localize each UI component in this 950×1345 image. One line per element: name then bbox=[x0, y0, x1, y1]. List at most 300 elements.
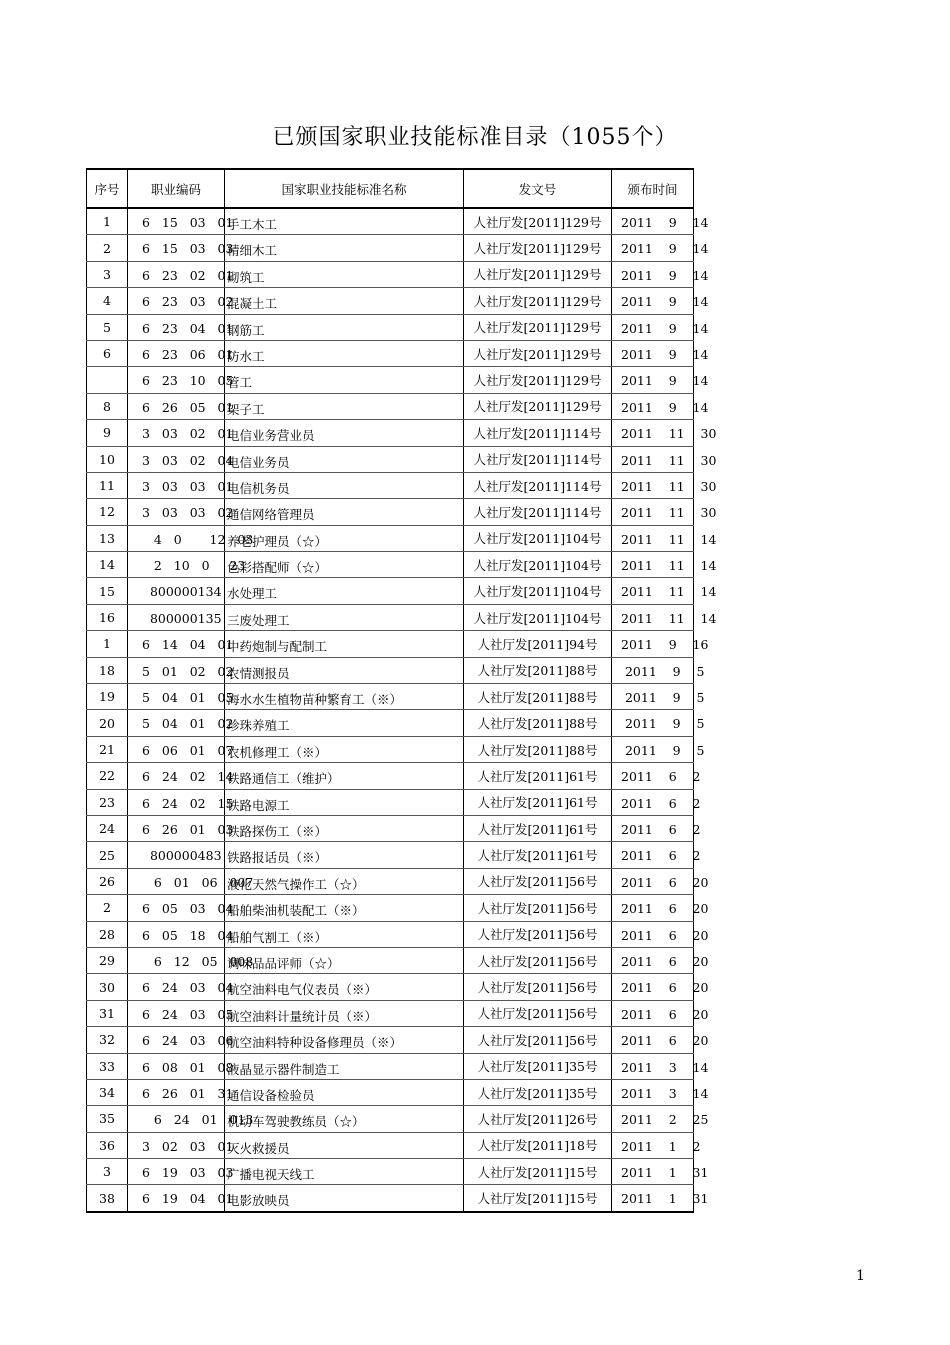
row-occupation-code: 6 24 02 15 bbox=[142, 795, 234, 811]
row-document-number: 人社厅发[2011]56号 bbox=[464, 921, 612, 947]
row-seq: 18 bbox=[87, 657, 128, 683]
table-row bbox=[87, 472, 694, 498]
row-occupation-code-cell bbox=[128, 314, 234, 340]
row-issue-date-cell bbox=[612, 420, 717, 446]
row-standard-name-cell bbox=[225, 868, 464, 894]
row-seq: 31 bbox=[87, 1000, 128, 1026]
row-occupation-code-cell bbox=[128, 1000, 234, 1026]
row-document-number: 人社厅发[2011]88号 bbox=[464, 684, 612, 710]
row-document-number: 人社厅发[2011]104号 bbox=[464, 604, 612, 630]
row-document-number: 人社厅发[2011]88号 bbox=[464, 657, 612, 683]
row-standard-name: 铁路通信工（维护） bbox=[227, 771, 340, 787]
row-standard-name-cell bbox=[225, 736, 464, 762]
row-occupation-code: 6 15 03 03 bbox=[142, 241, 234, 257]
row-occupation-code-cell bbox=[128, 684, 234, 710]
row-seq: 28 bbox=[87, 921, 128, 947]
table-row bbox=[87, 684, 694, 710]
table-row bbox=[87, 631, 694, 657]
row-seq: 25 bbox=[87, 842, 128, 868]
row-standard-name-cell bbox=[225, 763, 464, 789]
row-issue-date-cell bbox=[612, 1053, 709, 1079]
row-standard-name: 手工木工 bbox=[227, 217, 278, 232]
row-issue-date: 2011 11 30 bbox=[621, 505, 717, 521]
row-seq: 16 bbox=[87, 604, 128, 630]
row-issue-date: 2011 6 20 bbox=[621, 953, 709, 969]
row-standard-name-cell bbox=[225, 710, 464, 736]
row-issue-date: 2011 9 5 bbox=[621, 663, 705, 679]
row-standard-name-cell bbox=[225, 420, 464, 446]
row-standard-name: 精细木工 bbox=[227, 243, 278, 259]
row-document-number: 人社厅发[2011]61号 bbox=[464, 815, 612, 841]
row-seq: 35 bbox=[87, 1106, 128, 1132]
row-occupation-code-cell bbox=[128, 208, 234, 235]
table-row bbox=[87, 1000, 694, 1026]
row-seq: 9 bbox=[87, 420, 128, 446]
row-standard-name-cell bbox=[225, 947, 464, 973]
row-standard-name: 船舶柴油机装配工（※） bbox=[227, 903, 365, 919]
row-occupation-code: 6 26 01 03 bbox=[142, 821, 234, 837]
row-issue-date-cell bbox=[612, 340, 709, 366]
row-issue-date: 2011 11 30 bbox=[621, 478, 717, 494]
row-standard-name: 液晶显示器件制造工 bbox=[227, 1061, 340, 1077]
row-standard-name: 电信业务营业员 bbox=[227, 428, 315, 444]
row-document-number: 人社厅发[2011]61号 bbox=[464, 842, 612, 868]
row-seq: 2 bbox=[87, 895, 128, 921]
table-row bbox=[87, 789, 694, 815]
row-occupation-code-cell bbox=[128, 815, 234, 841]
row-occupation-code: 800000135 bbox=[142, 610, 222, 626]
table-row bbox=[87, 736, 694, 762]
row-issue-date-cell bbox=[612, 815, 701, 841]
row-standard-name: 广播电视天线工 bbox=[227, 1167, 315, 1183]
table-row bbox=[87, 235, 694, 261]
row-occupation-code-cell bbox=[128, 261, 234, 287]
row-issue-date-cell bbox=[612, 1106, 709, 1132]
row-standard-name-cell bbox=[225, 974, 464, 1000]
row-standard-name: 航空油料特种设备修理员（※） bbox=[227, 1035, 403, 1051]
row-document-number: 人社厅发[2011]61号 bbox=[464, 763, 612, 789]
table-row bbox=[87, 657, 694, 683]
row-standard-name: 通信网络管理员 bbox=[227, 507, 315, 523]
row-occupation-code: 5 01 02 02 bbox=[142, 663, 234, 679]
row-issue-date: 2011 9 14 bbox=[621, 267, 709, 283]
row-document-number: 人社厅发[2011]114号 bbox=[464, 499, 612, 525]
table-row bbox=[87, 314, 694, 340]
row-seq: 36 bbox=[87, 1132, 128, 1158]
table-row bbox=[87, 578, 694, 604]
row-document-number: 人社厅发[2011]56号 bbox=[464, 1027, 612, 1053]
row-occupation-code-cell bbox=[128, 631, 234, 657]
row-standard-name: 通信设备检验员 bbox=[227, 1087, 315, 1103]
row-standard-name: 中药炮制与配制工 bbox=[227, 639, 328, 655]
row-standard-name-cell bbox=[225, 657, 464, 683]
row-issue-date-cell bbox=[612, 288, 709, 314]
row-seq: 2 bbox=[87, 235, 128, 261]
row-standard-name: 防水工 bbox=[227, 348, 265, 364]
row-seq: 10 bbox=[87, 446, 128, 472]
row-occupation-code-cell bbox=[128, 974, 234, 1000]
row-issue-date-cell bbox=[612, 552, 717, 578]
row-issue-date-cell bbox=[612, 235, 709, 261]
row-issue-date-cell bbox=[612, 684, 705, 710]
row-occupation-code: 2 10 0 23 bbox=[142, 558, 246, 574]
row-occupation-code: 3 03 03 01 bbox=[142, 478, 234, 494]
row-occupation-code: 3 03 02 04 bbox=[142, 452, 234, 468]
row-document-number: 人社厅发[2011]94号 bbox=[464, 631, 612, 657]
row-issue-date-cell bbox=[612, 525, 717, 551]
row-occupation-code: 6 23 03 02 bbox=[142, 294, 234, 310]
table-row bbox=[87, 499, 694, 525]
row-standard-name-cell bbox=[225, 1027, 464, 1053]
row-issue-date: 2011 1 31 bbox=[621, 1191, 709, 1207]
row-occupation-code: 6 24 03 05 bbox=[142, 1006, 234, 1022]
row-standard-name-cell bbox=[225, 314, 464, 340]
row-document-number: 人社厅发[2011]56号 bbox=[464, 868, 612, 894]
table-row bbox=[87, 446, 694, 472]
table-row bbox=[87, 895, 694, 921]
table-row bbox=[87, 868, 694, 894]
row-issue-date: 2011 6 20 bbox=[621, 1006, 709, 1022]
table-row bbox=[87, 815, 694, 841]
table-row bbox=[87, 604, 694, 630]
row-standard-name: 灭火救援员 bbox=[227, 1140, 290, 1156]
row-standard-name: 航空油料计量统计员（※） bbox=[227, 1008, 378, 1024]
row-issue-date-cell bbox=[612, 1000, 709, 1026]
row-standard-name-cell bbox=[225, 525, 464, 551]
row-issue-date: 2011 9 14 bbox=[621, 399, 709, 415]
row-issue-date: 2011 3 14 bbox=[621, 1059, 709, 1075]
row-standard-name-cell bbox=[225, 367, 464, 393]
row-issue-date-cell bbox=[612, 499, 717, 525]
row-standard-name-cell bbox=[225, 895, 464, 921]
row-seq: 1 bbox=[87, 208, 128, 235]
row-standard-name-cell bbox=[225, 1159, 464, 1185]
table-row bbox=[87, 1132, 694, 1158]
row-issue-date: 2011 9 14 bbox=[621, 215, 709, 230]
header-date: 颁布时间 bbox=[612, 169, 694, 208]
row-seq: 21 bbox=[87, 736, 128, 762]
row-occupation-code-cell bbox=[128, 367, 234, 393]
row-issue-date-cell bbox=[612, 1159, 709, 1185]
page-number: 1 bbox=[856, 1268, 865, 1284]
row-occupation-code-cell bbox=[128, 420, 234, 446]
row-issue-date-cell bbox=[612, 1079, 709, 1105]
table-row bbox=[87, 208, 694, 235]
row-occupation-code-cell bbox=[128, 604, 225, 630]
row-issue-date: 2011 11 30 bbox=[621, 452, 717, 468]
row-issue-date: 2011 9 14 bbox=[621, 346, 709, 362]
row-issue-date-cell bbox=[612, 763, 701, 789]
row-standard-name-cell bbox=[225, 340, 464, 366]
row-standard-name-cell bbox=[225, 1106, 464, 1132]
row-issue-date: 2011 9 14 bbox=[621, 241, 709, 257]
row-standard-name-cell bbox=[225, 446, 464, 472]
table-header-row bbox=[87, 169, 694, 208]
row-occupation-code: 3 02 03 01 bbox=[142, 1138, 234, 1154]
row-occupation-code: 6 24 03 04 bbox=[142, 980, 234, 996]
table-row bbox=[87, 525, 694, 551]
row-standard-name: 架子工 bbox=[227, 401, 265, 417]
row-occupation-code-cell bbox=[128, 710, 234, 736]
row-occupation-code-cell bbox=[128, 1106, 254, 1132]
row-document-number: 人社厅发[2011]15号 bbox=[464, 1159, 612, 1185]
row-document-number: 人社厅发[2011]114号 bbox=[464, 472, 612, 498]
row-occupation-code-cell bbox=[128, 1132, 234, 1158]
row-issue-date: 2011 11 14 bbox=[621, 531, 717, 547]
row-issue-date: 2011 6 20 bbox=[621, 901, 709, 917]
row-issue-date: 2011 11 14 bbox=[621, 610, 717, 626]
table-row bbox=[87, 974, 694, 1000]
row-document-number: 人社厅发[2011]129号 bbox=[464, 393, 612, 419]
row-issue-date: 2011 3 14 bbox=[621, 1085, 709, 1101]
row-seq: 5 bbox=[87, 314, 128, 340]
row-issue-date: 2011 1 2 bbox=[621, 1138, 701, 1154]
row-document-number: 人社厅发[2011]88号 bbox=[464, 710, 612, 736]
row-issue-date-cell bbox=[612, 895, 709, 921]
row-document-number: 人社厅发[2011]129号 bbox=[464, 340, 612, 366]
row-occupation-code-cell bbox=[128, 789, 234, 815]
row-occupation-code-cell bbox=[128, 763, 234, 789]
row-occupation-code-cell bbox=[128, 340, 234, 366]
row-standard-name: 养老护理员（☆） bbox=[227, 533, 328, 549]
row-occupation-code-cell bbox=[128, 947, 254, 973]
row-issue-date: 2011 9 16 bbox=[621, 637, 709, 653]
table-row bbox=[87, 340, 694, 366]
row-seq: 20 bbox=[87, 710, 128, 736]
row-standard-name: 铁路电源工 bbox=[227, 797, 290, 813]
row-occupation-code: 6 12 05 008 bbox=[142, 953, 254, 969]
row-standard-name-cell bbox=[225, 815, 464, 841]
row-occupation-code-cell bbox=[128, 446, 234, 472]
row-occupation-code: 6 08 01 08 bbox=[142, 1059, 234, 1075]
row-issue-date: 2011 6 2 bbox=[621, 821, 701, 837]
row-standard-name: 电信业务员 bbox=[227, 454, 290, 470]
table-row bbox=[87, 921, 694, 947]
row-issue-date-cell bbox=[612, 261, 709, 287]
row-standard-name: 航空油料电气仪表员（※） bbox=[227, 982, 378, 998]
row-document-number: 人社厅发[2011]88号 bbox=[464, 736, 612, 762]
row-document-number: 人社厅发[2011]129号 bbox=[464, 235, 612, 261]
row-document-number: 人社厅发[2011]114号 bbox=[464, 420, 612, 446]
row-seq: 38 bbox=[87, 1185, 128, 1212]
row-issue-date: 2011 9 5 bbox=[621, 716, 705, 732]
row-issue-date: 2011 6 2 bbox=[621, 848, 701, 864]
row-occupation-code: 800000483 bbox=[142, 848, 222, 864]
row-document-number: 人社厅发[2011]129号 bbox=[464, 208, 612, 235]
table-row bbox=[87, 1053, 694, 1079]
row-document-number: 人社厅发[2011]56号 bbox=[464, 974, 612, 1000]
row-standard-name-cell bbox=[225, 1053, 464, 1079]
row-document-number: 人社厅发[2011]56号 bbox=[464, 947, 612, 973]
row-document-number: 人社厅发[2011]18号 bbox=[464, 1132, 612, 1158]
row-occupation-code-cell bbox=[128, 921, 234, 947]
row-standard-name: 船舶气割工（※） bbox=[227, 929, 328, 945]
row-issue-date-cell bbox=[612, 604, 717, 630]
row-standard-name: 农机修理工（※） bbox=[227, 744, 328, 760]
table-row bbox=[87, 261, 694, 287]
row-occupation-code: 6 26 05 01 bbox=[142, 399, 234, 415]
row-issue-date-cell bbox=[612, 208, 709, 235]
row-standard-name-cell bbox=[225, 578, 464, 604]
row-standard-name: 混凝土工 bbox=[227, 296, 278, 312]
row-document-number: 人社厅发[2011]56号 bbox=[464, 1000, 612, 1026]
row-standard-name-cell bbox=[225, 552, 464, 578]
row-occupation-code-cell bbox=[128, 1185, 234, 1212]
row-document-number: 人社厅发[2011]129号 bbox=[464, 261, 612, 287]
row-standard-name: 铁路探伤工（※） bbox=[227, 823, 328, 839]
row-issue-date: 2011 6 20 bbox=[621, 980, 709, 996]
table-row bbox=[87, 947, 694, 973]
row-occupation-code: 6 23 04 01 bbox=[142, 320, 234, 336]
row-seq: 4 bbox=[87, 288, 128, 314]
row-seq: 30 bbox=[87, 974, 128, 1000]
row-occupation-code: 6 24 02 14 bbox=[142, 769, 234, 785]
row-document-number: 人社厅发[2011]26号 bbox=[464, 1106, 612, 1132]
row-standard-name: 水处理工 bbox=[227, 586, 278, 602]
table-row bbox=[87, 1159, 694, 1185]
row-standard-name-cell bbox=[225, 261, 464, 287]
row-occupation-code-cell bbox=[128, 1027, 234, 1053]
row-seq: 6 bbox=[87, 340, 128, 366]
row-issue-date-cell bbox=[612, 657, 705, 683]
row-issue-date: 2011 9 5 bbox=[621, 690, 705, 706]
row-seq: 29 bbox=[87, 947, 128, 973]
row-standard-name-cell bbox=[225, 499, 464, 525]
row-occupation-code: 6 05 03 04 bbox=[142, 901, 234, 917]
row-issue-date: 2011 6 20 bbox=[621, 874, 709, 890]
row-seq: 11 bbox=[87, 472, 128, 498]
row-issue-date: 2011 11 30 bbox=[621, 426, 717, 442]
row-issue-date: 2011 9 14 bbox=[621, 294, 709, 310]
row-issue-date-cell bbox=[612, 974, 709, 1000]
row-occupation-code: 6 23 10 05 bbox=[142, 373, 234, 389]
row-issue-date-cell bbox=[612, 446, 717, 472]
row-occupation-code: 6 19 03 03 bbox=[142, 1165, 234, 1181]
page-title: 已颁国家职业技能标准目录（1055个） bbox=[272, 125, 678, 150]
row-occupation-code: 6 19 04 01 bbox=[142, 1191, 234, 1207]
table-row bbox=[87, 393, 694, 419]
row-document-number: 人社厅发[2011]61号 bbox=[464, 789, 612, 815]
row-occupation-code-cell bbox=[128, 578, 225, 604]
row-occupation-code-cell bbox=[128, 657, 234, 683]
header-doc: 发文号 bbox=[464, 169, 612, 208]
row-standard-name-cell bbox=[225, 208, 464, 235]
row-occupation-code: 3 03 02 01 bbox=[142, 426, 234, 442]
row-occupation-code-cell bbox=[128, 1079, 234, 1105]
row-issue-date: 2011 9 14 bbox=[621, 373, 709, 389]
row-occupation-code-cell bbox=[128, 895, 234, 921]
row-issue-date: 2011 9 5 bbox=[621, 742, 705, 758]
row-standard-name-cell bbox=[225, 842, 464, 868]
row-standard-name-cell bbox=[225, 1079, 464, 1105]
row-standard-name: 管工 bbox=[227, 375, 253, 391]
row-issue-date-cell bbox=[612, 472, 717, 498]
row-occupation-code-cell bbox=[128, 499, 234, 525]
row-seq: 3 bbox=[87, 1159, 128, 1185]
row-occupation-code-cell bbox=[128, 736, 234, 762]
row-occupation-code-cell bbox=[128, 235, 234, 261]
row-occupation-code-cell bbox=[128, 552, 246, 578]
row-issue-date-cell bbox=[612, 314, 709, 340]
row-issue-date-cell bbox=[612, 578, 717, 604]
row-issue-date-cell bbox=[612, 947, 709, 973]
row-standard-name: 珍珠养殖工 bbox=[227, 718, 290, 734]
row-standard-name-cell bbox=[225, 1132, 464, 1158]
row-issue-date-cell bbox=[612, 868, 709, 894]
row-seq: 19 bbox=[87, 684, 128, 710]
row-seq: 33 bbox=[87, 1053, 128, 1079]
header-seq: 序号 bbox=[87, 169, 128, 208]
row-standard-name-cell bbox=[225, 921, 464, 947]
row-standard-name: 海水水生植物苗种繁育工（※） bbox=[227, 692, 403, 708]
row-seq: 22 bbox=[87, 763, 128, 789]
row-standard-name-cell bbox=[225, 472, 464, 498]
table-row bbox=[87, 552, 694, 578]
table-row bbox=[87, 763, 694, 789]
table-row bbox=[87, 288, 694, 314]
row-issue-date-cell bbox=[612, 367, 709, 393]
row-occupation-code: 6 15 03 01 bbox=[142, 215, 234, 230]
row-standard-name: 液化天然气操作工（☆） bbox=[227, 876, 365, 892]
row-issue-date: 2011 11 14 bbox=[621, 558, 717, 574]
row-standard-name-cell bbox=[225, 1185, 464, 1212]
row-issue-date: 2011 6 2 bbox=[621, 769, 701, 785]
table-row bbox=[87, 1027, 694, 1053]
row-seq: 13 bbox=[87, 525, 128, 551]
row-seq: 14 bbox=[87, 552, 128, 578]
row-document-number: 人社厅发[2011]104号 bbox=[464, 552, 612, 578]
row-occupation-code: 6 14 04 01 bbox=[142, 637, 234, 653]
row-standard-name: 调味品品评师（☆） bbox=[227, 955, 340, 971]
row-seq: 26 bbox=[87, 868, 128, 894]
table-row bbox=[87, 420, 694, 446]
row-issue-date-cell bbox=[612, 393, 709, 419]
row-document-number: 人社厅发[2011]129号 bbox=[464, 288, 612, 314]
row-issue-date-cell bbox=[612, 842, 701, 868]
row-occupation-code-cell bbox=[128, 1159, 234, 1185]
table-row bbox=[87, 1106, 694, 1132]
row-document-number: 人社厅发[2011]35号 bbox=[464, 1079, 612, 1105]
table-row bbox=[87, 1185, 694, 1212]
row-standard-name: 钢筋工 bbox=[227, 322, 265, 338]
row-document-number: 人社厅发[2011]114号 bbox=[464, 446, 612, 472]
table-row bbox=[87, 710, 694, 736]
row-seq: 8 bbox=[87, 393, 128, 419]
row-occupation-code: 5 04 01 02 bbox=[142, 716, 234, 732]
row-occupation-code: 5 04 01 05 bbox=[142, 690, 234, 706]
header-code: 职业编码 bbox=[128, 169, 225, 208]
table-row bbox=[87, 367, 694, 393]
row-seq: 15 bbox=[87, 578, 128, 604]
row-occupation-code-cell bbox=[128, 288, 234, 314]
row-occupation-code: 6 23 02 01 bbox=[142, 267, 234, 283]
row-occupation-code-cell bbox=[128, 868, 254, 894]
row-standard-name: 电影放映员 bbox=[227, 1193, 290, 1209]
row-issue-date: 2011 2 25 bbox=[621, 1112, 709, 1128]
row-standard-name: 电信机务员 bbox=[227, 480, 290, 496]
row-standard-name-cell bbox=[225, 789, 464, 815]
row-occupation-code-cell bbox=[128, 472, 234, 498]
row-standard-name-cell bbox=[225, 631, 464, 657]
row-seq: 3 bbox=[87, 261, 128, 287]
row-issue-date-cell bbox=[612, 1185, 709, 1212]
row-issue-date-cell bbox=[612, 710, 705, 736]
row-seq: 12 bbox=[87, 499, 128, 525]
row-issue-date: 2011 9 14 bbox=[621, 320, 709, 336]
row-document-number: 人社厅发[2011]15号 bbox=[464, 1185, 612, 1212]
row-issue-date: 2011 6 20 bbox=[621, 1033, 709, 1049]
row-seq: 1 bbox=[87, 631, 128, 657]
